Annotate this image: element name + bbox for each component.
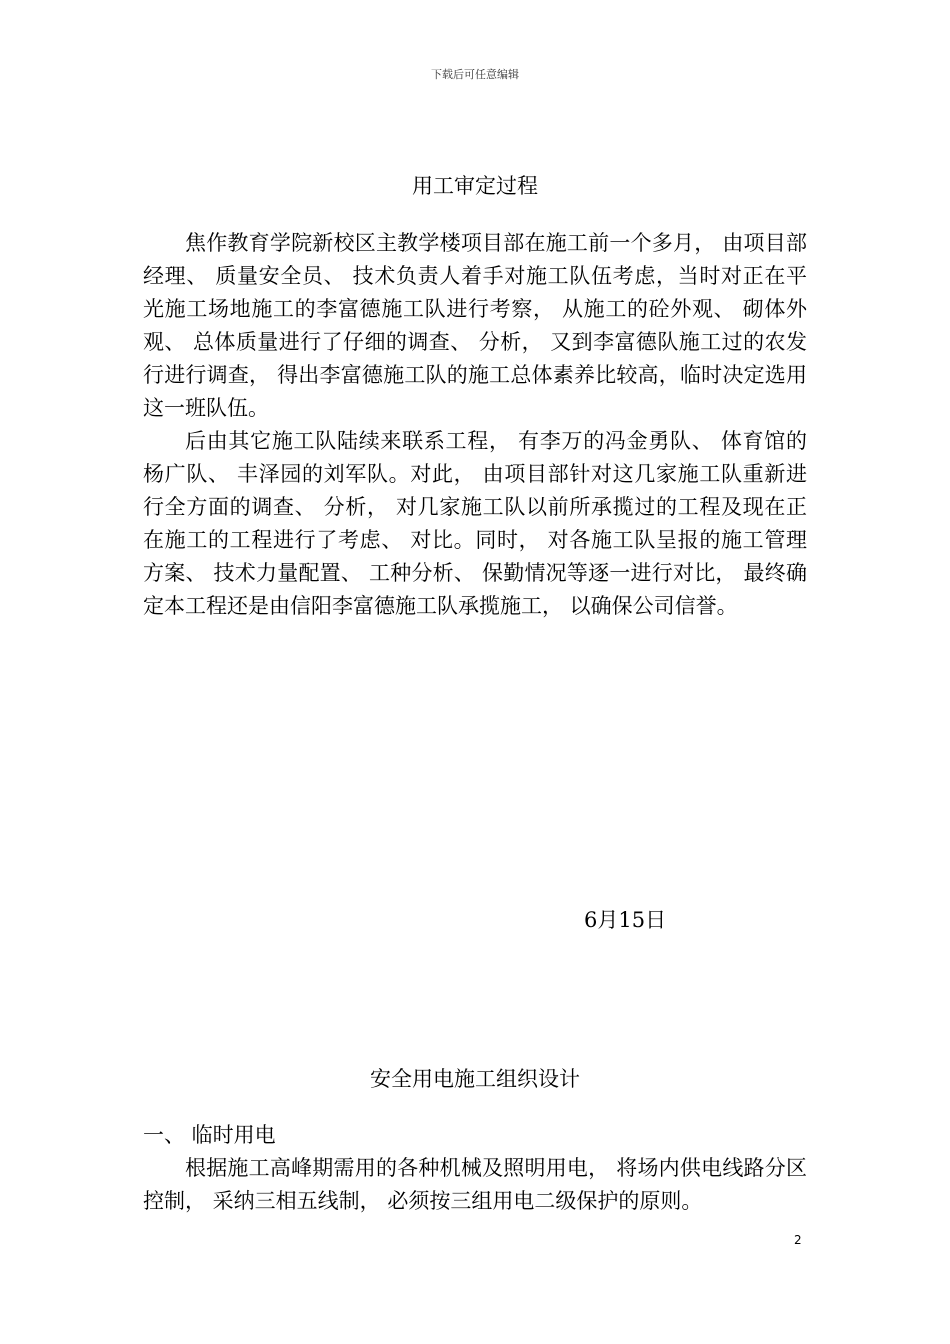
section-heading-temporary-power: 一、 临时用电: [143, 1123, 276, 1147]
paragraph-team-selection: 焦作教育学院新校区主教学楼项目部在施工前一个多月， 由项目部经理、 质量安全员、 技术负责人着手对施工队伍考虑，当时对正在平光施工场地施工的李富德施工队进行考察， 从施工的砼外观、 砌体外观、 总体质量进行了仔细的调查、 分析， 又到李富德队施工过的农发行进行调查， 得出李富德施工队的施工总体素养比较高，临时决定选用这一班队伍。: [143, 231, 807, 420]
paragraph-team-comparison: 后由其它施工队陆续来联系工程， 有李万的冯金勇队、 体育馆的杨广队、 丰泽园的刘军队。对此， 由项目部针对这几家施工队重新进行全方面的调查、 分析， 对几家施工队以前所承揽过的工程及现在正在施工的工程进行了考虑、 对比。同时， 对各施工队呈报的施工管理方案、 技术力量配置、 工种分析、 保勤情况等逐一进行对比， 最终确定本工程还是由信阳李富德施工队承揽施工， 以确保公司信誉。: [143, 429, 807, 618]
paragraph-power-plan: 根据施工高峰期需用的各种机械及照明用电， 将场内供电线路分区控制， 采纳三相五线制， 必须按三组用电二级保护的原则。: [143, 1156, 807, 1213]
section-title-labor-review: 用工审定过程: [412, 174, 538, 198]
section-title-safe-electricity: 安全用电施工组织设计: [370, 1067, 580, 1091]
document-date: 6月15日: [584, 908, 667, 932]
header-note: 下载后可任意编辑: [431, 68, 519, 81]
page-number: 2: [794, 1233, 802, 1247]
